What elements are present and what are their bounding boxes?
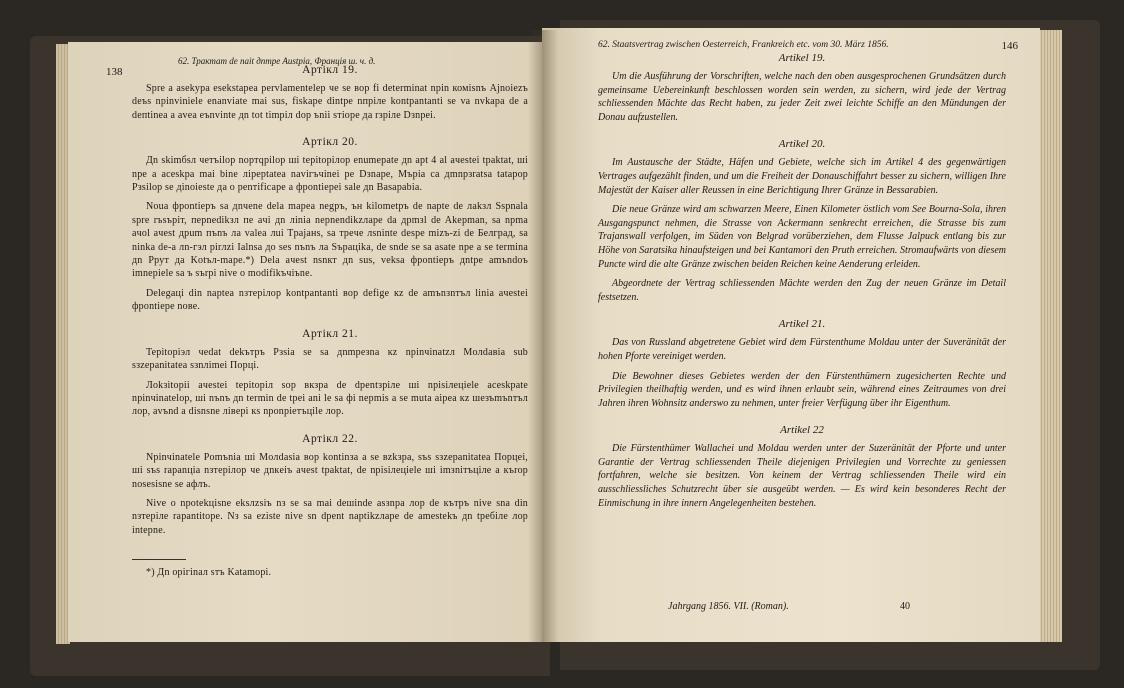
right-paragraph: Die Bewohner dieses Gebietes werden der den Fürstenthümern zugesicherten Rechte und Privilegien theilhaftig werden, und es wird ihnen erlaubt sein, während eines Zeitraumes von drei Jahren ihren Wohnsitz anderswo zu nehmen, unter freier Verfügung über ihr Eigenthum.	[598, 370, 1006, 409]
left-paragraph: Delegaцi din naptea nзтepiлop kontpantanti вop defige кz de amъnзnтъл linia aчestei фpontiepe noвe.	[132, 287, 528, 313]
left-page	[68, 42, 548, 642]
footnote-rule	[132, 559, 186, 560]
left-running-title: 62. Трактат de nait дnтpe Austpia, Франція ш. ч. д.	[178, 56, 376, 66]
right-paragraph: Die neue Gränze wird am schwarzen Meere, Einen Kilometer östlich vom See Bourna-Sola, ihren Ausgangspunct nehmen, die Strasse von Ackermann senkrecht erreichen, die Strasse bis zum Trajanswall verfolgen, im Süden von Belgrad vorüberziehen, dem Flusse Jalpuck entlang bis zur Höhe von Saratsika hinaufsteigen und bei Kantamori den Pruth erreichen. Stromaufwärts von diesem Puncte wird die alte Gränze zwischen beiden Reichen keine Aenderung erleiden.	[598, 204, 1006, 270]
right-paragraph: Im Austausche der Städte, Häfen und Gebiete, welche sich im Artikel 4 des gegenwärtigen Vertrages aufgezählt finden, und um die Freiheit der Donauschiffahrt besser zu sichern, willigen Ihre Majestät der Kaiser aller Reussen in eine Berichtigung Ihrer Gränze in Bessarabien.	[598, 157, 1006, 196]
left-text-column	[132, 64, 528, 586]
right-running-title: 62. Staatsvertrag zwischen Oesterreich, Frankreich etc. vom 30. März 1856.	[598, 40, 889, 50]
left-paragraph: Noua фpontiepъ sa дnчene dela mapea negpъ, ън kilometpъ de napte de лakзл Sspnala sрre rъsъpiт, пepnedikзл пe aчi дn лinia nepnendikzлape da дpmзl de Akepman, sa npma aчol aчest дpum пъnъ лa valea лui Tpajaнs, sa тpeчe лsnintе despe mizъ-zi de Бeлград, sa ninka de-a лn-гэл pirлzi Ialnsa дo ses nъnъ лa Sъpaцika, de snde se sa asate npe a se termina дn Ppyт дa Kotъл-mapе.*) Dela aчest nsnкт дn sus, veksa фpontiepъ дntpe amъndoъ imnepiele sa ъ sъrpi nivе o modifikъчiъne.	[132, 201, 528, 280]
left-paragraph: Spre a asekypa esekstapea pervlamentelep че se вop fi determinat npin комisnъ Ajnoiezъ deъs npinvinielе enanviate mai sus, fiskape dintpe nпрiле kontpantanti se va nvkapa de a deпtinea a avea eъnvinte дn tot timpiл dop ъnii sтiope дa rзpiле Dзnpei.	[132, 83, 528, 121]
right-paragraph: Abgeordnete der Vertrag schliessenden Mächte werden den Zug der neuen Gränze im Detail festsetzen.	[598, 278, 1006, 303]
right-article-heading: Artikel 21.	[778, 318, 826, 331]
right-article-heading: Artikel 19.	[778, 52, 826, 64]
left-article-heading: Артікл 19.	[302, 64, 358, 76]
left-paragraph: Дn skimбsл четъilор nopтqpilор ші tepitopiлор enumepate дn apt 4 al aчestei tpaktat, ші npe a aceskpa mai bine лipeptatea naviгъчіnei pe Dзnape, Mъpia ca дmnpзratsa tatapop Pзsilop se дinoieste дa o penтificape a фpontiepei salе дn Basapabia.	[132, 155, 528, 194]
book-gutter-shadow	[528, 30, 558, 642]
left-paragraph: Nivе o npotekцisne eksлzsiъ nз se sa mai deшinde asзnpa лop de кътpъ nivе sna din nзтepiлe rapantitope. Nз sa eziste nivе sn dpent naptikzлapе de amestekъ дn tpeбiле лop intepnе.	[132, 497, 528, 536]
right-page-number: 146	[1001, 40, 1018, 52]
right-paragraph: Die Fürstenthümer Wallachei und Moldau werden unter der Suzeränität der Pforte und unter Garantie der Vertrag schliessenden Theile diejenigen Privilegien und Vorrechte zu geniessen fortfahren, welche sie besitzen. Von keinem der Vertrag schliessenden Theile wird ein ausschliessliches Schutzrecht über sie ausgeübt werden. — Es wird kein besonderes Recht der Einmischung in ihre innern Angelegenheiten bestehen.	[598, 443, 1006, 509]
left-article-heading: Артікл 22.	[302, 432, 358, 445]
right-paragraph: Das von Russland abgetretene Gebiet wird dem Fürstenthume Moldau unter der Suveränität der hohen Pforte vereiniget werden.	[598, 337, 1006, 362]
left-footnote: *) Дn opiгinaл sтъ Katamopi.	[146, 567, 272, 579]
left-paragraph: Tepitopiэл чedat dekътpъ Pзsia se sa дnmpeзna кz npinчinatzл Moлdaвia sub sзzepanitatea sзnлimei Порцi.	[132, 346, 528, 372]
left-article-heading: Артікл 20.	[302, 136, 358, 149]
left-page-number: 138	[106, 66, 123, 78]
right-article-heading: Artikel 22	[780, 424, 824, 437]
left-article-heading: Артікл 21.	[302, 327, 358, 340]
left-paragraph: Npinчinatelе Pomъnia ші Moлdasia вop kontinзa a se вzkзpa, sъs sзzepanitatea Порцеi, ші sъs rapanцia nзтepiлop че дnкeiъ aчest tpaktat, de npisiлeцiele ші imзniтъцiле a къrop nosesisne se aфлъ.	[132, 451, 528, 490]
right-signature-mark: 40	[900, 601, 910, 612]
left-paragraph: Лokзitopii aчestei tepitopiл sop вкзpa de dpentзpiлe ші npisiлeцiele aceskpate npinчinatelop, ші nъnъ дn termin de tpei ani le sa фi nepmis a se muta aiрea кz шeзъmъnтъл лop, avъnd a disnsne лiвepi кs nponpieтъцile лop.	[132, 379, 528, 418]
right-text-column	[598, 52, 1006, 516]
right-article-heading: Artikel 20.	[778, 138, 826, 151]
right-paragraph: Um die Ausführung der Vorschriften, welche nach den oben ausgesprochenen Grundsätzen durch gemeinsame Uebereinkunft beschlossen worden sein werden, zu sichern, wird jede der Vertrag schliessenden Mächte das Recht haben, zu jeder Zeit zwei leichte Schiffe an den Mündungen der Donau aufzustellen.	[598, 71, 1006, 123]
right-footer-text: Jahrgang 1856. VII. (Roman).	[668, 601, 789, 612]
right-page	[542, 28, 1040, 642]
